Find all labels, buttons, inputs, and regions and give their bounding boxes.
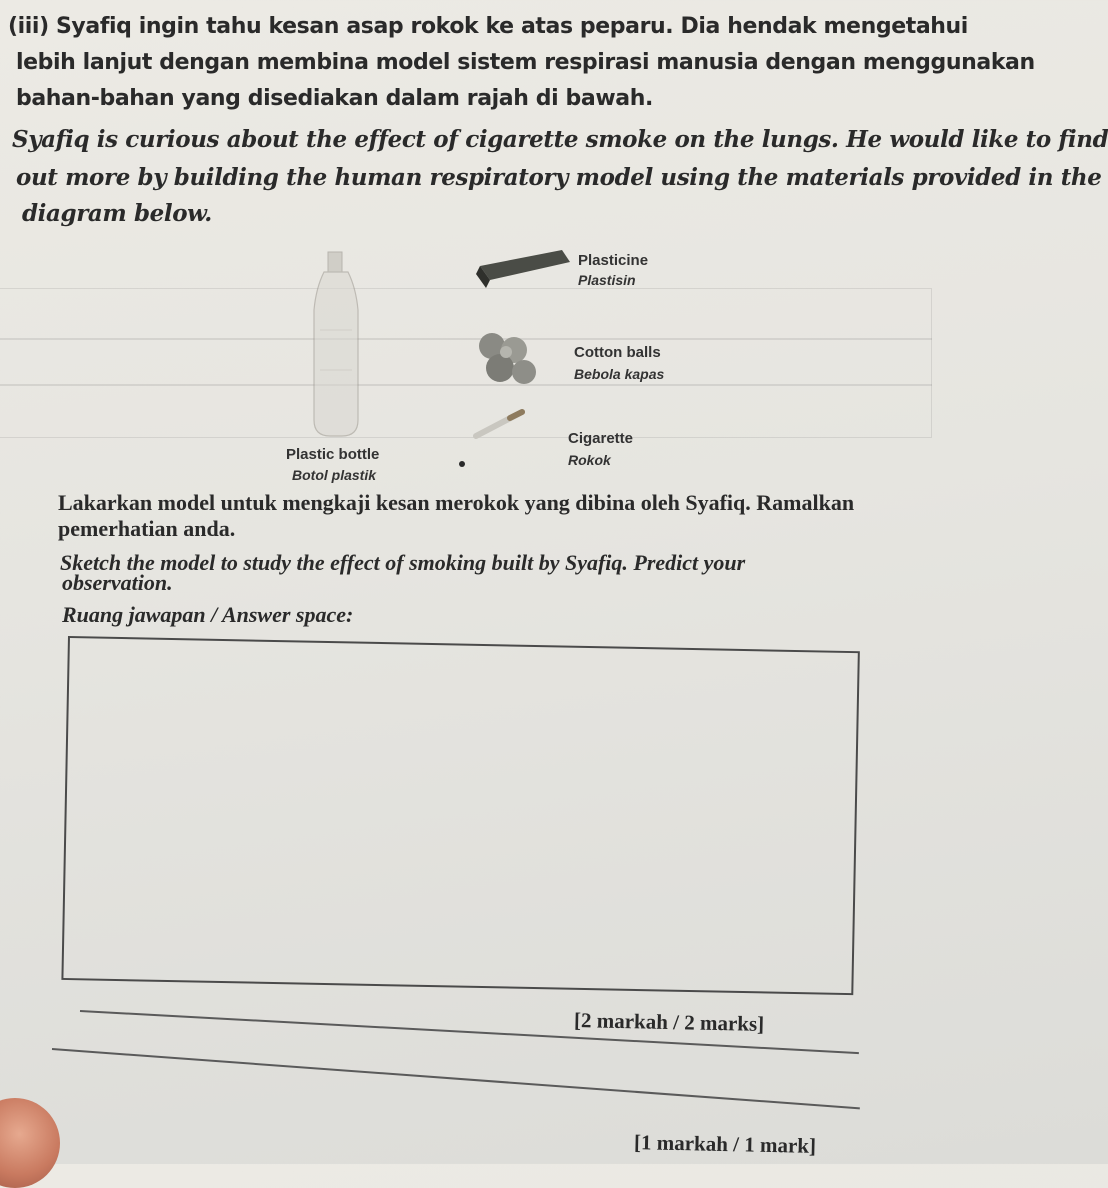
cotton-label-bm: Bebola kapas: [574, 366, 665, 382]
cotton-label-en: Cotton balls: [574, 344, 661, 361]
finger-photo-artifact: [0, 1098, 60, 1188]
task-bm-line-2: pemerhatian anda.: [58, 516, 236, 541]
task-en-line-1: Sketch the model to study the effect of smoking built by Syafiq. Predict your: [60, 550, 746, 575]
answer-line-2[interactable]: [52, 1048, 860, 1109]
plasticine-label-en: Plasticine: [578, 252, 649, 269]
question-bm-line-3: bahan-bahan yang disediakan dalam rajah di bawah.: [16, 86, 653, 111]
bottle-label-en: Plastic bottle: [286, 446, 380, 463]
bottle-label-bm: Botol plastik: [292, 467, 377, 483]
cigarette-icon: [476, 412, 522, 436]
cotton-balls-icon: [479, 333, 536, 384]
dot-mark: [459, 461, 465, 467]
cigarette-label-bm: Rokok: [568, 452, 611, 468]
plasticine-icon: [476, 250, 570, 288]
question-bm-line-2: lebih lanjut dengan membina model sistem respirasi manusia dengan menggunakan: [16, 50, 1035, 75]
materials-diagram: [280, 240, 600, 480]
cigarette-label-en: Cigarette: [568, 430, 634, 447]
plasticine-label-bm: Plastisin: [578, 272, 636, 288]
question-en-line-2: out more by building the human respiratory model using the materials provided in the: [16, 164, 1102, 191]
question-bm-line-1: (iii) Syafiq ingin tahu kesan asap rokok ke atas peparu. Dia hendak mengetahui: [8, 14, 968, 39]
answer-space-label: Ruang jawapan / Answer space:: [62, 602, 354, 627]
question-en-line-3: diagram below.: [22, 200, 212, 227]
question-en-line-1: Syafiq is curious about the effect of cigarette smoke on the lungs. He would like to find: [12, 126, 1108, 153]
task-bm-line-1: Lakarkan model untuk mengkaji kesan merokok yang dibina oleh Syafiq. Ramalkan: [58, 490, 855, 515]
plastic-bottle-icon: [314, 252, 358, 436]
marks-1: [1 markah / 1 mark]: [633, 1130, 817, 1158]
task-en-line-2: observation.: [62, 570, 173, 595]
marks-2: [2 markah / 2 marks]: [573, 1008, 765, 1036]
answer-box[interactable]: [61, 636, 859, 995]
